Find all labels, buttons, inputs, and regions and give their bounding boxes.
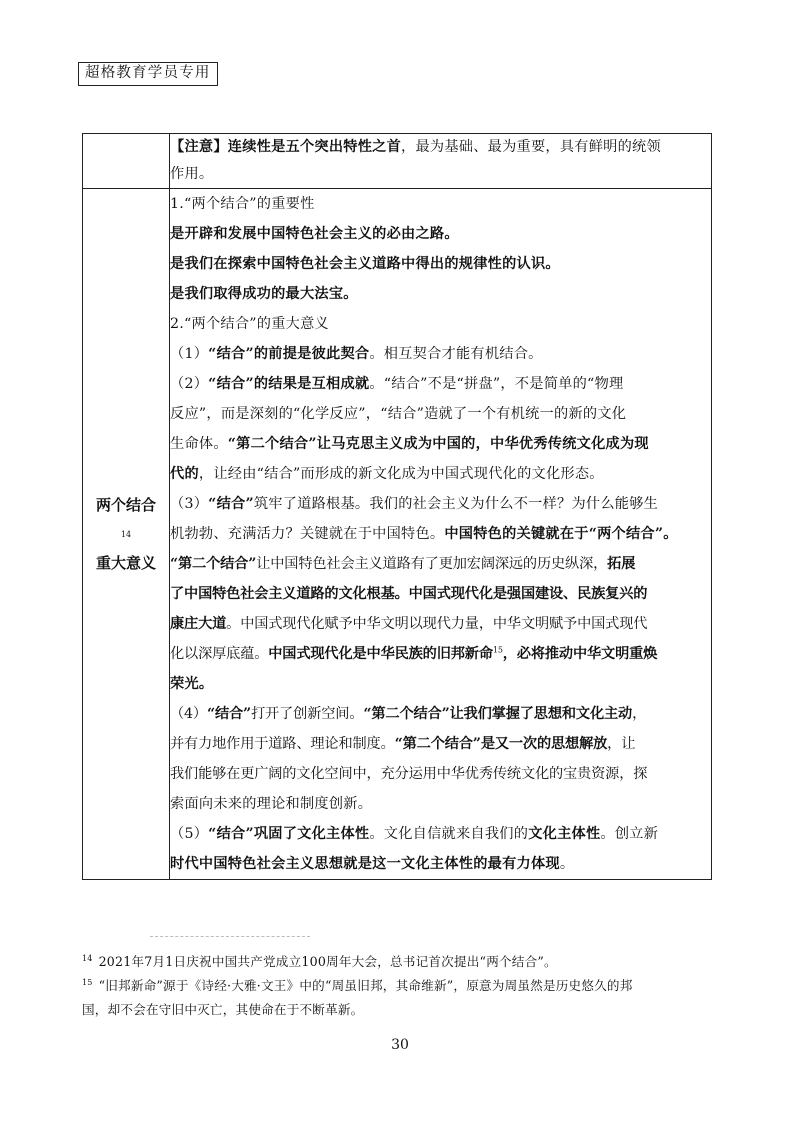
- footnote-divider: [150, 936, 310, 937]
- bold-text: 代的: [170, 466, 199, 482]
- text-segment: 化以深厚底蕴。: [170, 646, 269, 662]
- text-line: [170, 161, 711, 188]
- text-line: [170, 189, 711, 219]
- footnote-number: 15: [82, 977, 93, 987]
- text-line: [170, 609, 711, 639]
- row-label-line2: 重大意义: [95, 554, 156, 572]
- bold-text: 荣光。: [170, 676, 214, 692]
- bold-text: “第二个结合”让我们掌握了思想和文化主动: [363, 706, 633, 722]
- footnote-text: 2021年7月1日庆祝中国共产党成立100周年大会，总书记首次提出“两个结合”。: [98, 954, 557, 969]
- note-row-content: [170, 134, 712, 189]
- text-segment: ，最为基础、最为重要，具有鲜明的统领: [401, 139, 661, 155]
- text-line: [170, 729, 711, 759]
- bold-text: “第二个结合”是又一次的思想解放: [394, 736, 608, 752]
- bold-text: 了中国特色社会主义道路的文化根基。中国式现代化是强国建设、民族复兴的: [170, 586, 648, 602]
- text-line: [170, 369, 711, 399]
- text-line: [170, 849, 711, 879]
- content-table: [82, 133, 712, 880]
- text-segment: 打开了创新空间。: [251, 706, 364, 722]
- text-line: [170, 459, 711, 489]
- text-line: [170, 789, 711, 819]
- text-segment: 机勃勃、充满活力？关键就在于中国特色。: [170, 526, 445, 542]
- text-line: [170, 219, 711, 249]
- text-segment: 作用。: [170, 166, 214, 182]
- text-segment: 反应”，而是深刻的“化学反应”，“结合”造就了一个有机统一的新的文化: [170, 406, 627, 422]
- bold-text: 是我们在探索中国特色社会主义道路中得出的规律性的认识。: [170, 256, 560, 272]
- text-line: [170, 279, 711, 309]
- text-line: [170, 639, 711, 669]
- row-label-line1: 两个结合: [95, 496, 156, 514]
- bold-text: 连续性是五个突出特性之首: [227, 139, 402, 155]
- text-line: [170, 309, 711, 339]
- bold-text: “结合”: [208, 496, 254, 512]
- text-line: [170, 429, 711, 459]
- bold-text: ，必将推动中华文明重焕: [502, 646, 658, 662]
- bold-text: 拓展: [607, 556, 636, 572]
- text-line: [170, 134, 711, 161]
- note-row-label-cell: [83, 134, 170, 189]
- footnotes: [82, 950, 722, 1022]
- row-label-cell: [83, 189, 170, 880]
- bold-text: “第二个结合”让马克思主义成为中国的，中华优秀传统文化成为现: [227, 436, 649, 452]
- text-line: [170, 249, 711, 279]
- bold-text: 时代中国特色社会主义思想就是这一文化主体性的最有力体现: [170, 856, 560, 872]
- text-segment: 1.“两个结合”的重要性: [170, 196, 315, 212]
- text-segment: ，让: [607, 736, 636, 752]
- bold-text: 【注意】: [170, 139, 228, 155]
- text-segment: 并有力地作用于道路、理论和制度。: [170, 736, 395, 752]
- text-segment: 。: [559, 856, 575, 872]
- text-segment: 。中国式现代化赋予中华文明以现代力量，中华文明赋予中国式现代: [226, 616, 648, 632]
- footnote-text: “旧邦新命”源于《诗经·大雅·文王》中的“周虽旧邦，其命维新”，原意为周虽然是历史悠久的邦: [98, 978, 633, 993]
- footnote-ref: 15: [492, 645, 503, 655]
- footnote-line: [82, 974, 722, 998]
- text-segment: 让中国特色社会主义道路有了更加宏阔深远的历史纵深，: [256, 556, 608, 572]
- text-line: [170, 759, 711, 789]
- text-segment: 。文化自信就来自我们的: [369, 826, 529, 842]
- footnote: [82, 950, 722, 974]
- footnote-line: [82, 950, 722, 974]
- text-line: [170, 399, 711, 429]
- significance-content: [170, 189, 712, 880]
- text-line: [170, 339, 711, 369]
- bold-text: “结合”: [206, 706, 252, 722]
- text-segment: 我们能够在更广阔的文化空间中，充分运用中华优秀传统文化的宝贵资源，探: [170, 766, 648, 782]
- text-segment: （3）: [170, 496, 209, 512]
- bold-text: “结合”的前提是彼此契合: [208, 346, 370, 362]
- footnote-line: [82, 998, 722, 1022]
- text-line: [170, 549, 711, 579]
- note-row: [83, 134, 712, 189]
- page-number: 30: [391, 1037, 409, 1053]
- text-line: [170, 669, 711, 699]
- text-segment: 。“结合”不是“拼盘”，不是简单的“物理: [369, 376, 624, 392]
- header-label: 超格教育学员专用: [78, 62, 218, 86]
- bold-text: “结合”巩固了文化主体性: [208, 826, 370, 842]
- bold-text: 是我们取得成功的最大法宝。: [170, 286, 358, 302]
- bold-text: 中国式现代化是中华民族的旧邦新命: [268, 646, 493, 662]
- footnote-text: 国，却不会在守旧中灭亡，其使命在于不断革新。: [82, 1002, 364, 1017]
- text-line: [170, 489, 711, 519]
- text-segment: 。相互契合才能有机结合。: [369, 346, 543, 362]
- bold-text: 康庄大道: [170, 616, 227, 632]
- bold-text: 文化主体性: [528, 826, 601, 842]
- row-label-footnote-ref: 14: [120, 530, 132, 539]
- text-segment: 2.“两个结合”的重大意义: [170, 316, 329, 332]
- text-line: [170, 699, 711, 729]
- text-segment: 筑牢了道路根基。我们的社会主义为什么不一样？为什么能够生: [253, 496, 659, 512]
- text-segment: 生命体。: [170, 436, 228, 452]
- text-segment: 索面向未来的理论和制度创新。: [170, 796, 373, 812]
- text-segment: （2）: [170, 376, 209, 392]
- text-segment: ，让经由“结合”而形成的新文化成为中国式现代化的文化形态。: [198, 466, 604, 482]
- bold-text: “结合”的结果是互相成就: [208, 376, 370, 392]
- text-line: [170, 519, 711, 549]
- text-segment: （5）: [170, 826, 209, 842]
- bold-text: “第二个结合”: [170, 556, 257, 572]
- bold-text: 是开辟和发展中国特色社会主义的必由之路。: [170, 226, 459, 242]
- text-segment: （4）: [170, 706, 207, 722]
- text-segment: 。创立新: [600, 826, 659, 842]
- text-segment: ，: [632, 706, 647, 722]
- significance-row: [83, 189, 712, 880]
- text-segment: （1）: [170, 346, 209, 362]
- bold-text: 中国特色的关键就在于“两个结合”。: [444, 526, 678, 542]
- footnote: [82, 974, 722, 1022]
- footnote-number: 14: [82, 953, 93, 963]
- text-line: [170, 579, 711, 609]
- text-line: [170, 819, 711, 849]
